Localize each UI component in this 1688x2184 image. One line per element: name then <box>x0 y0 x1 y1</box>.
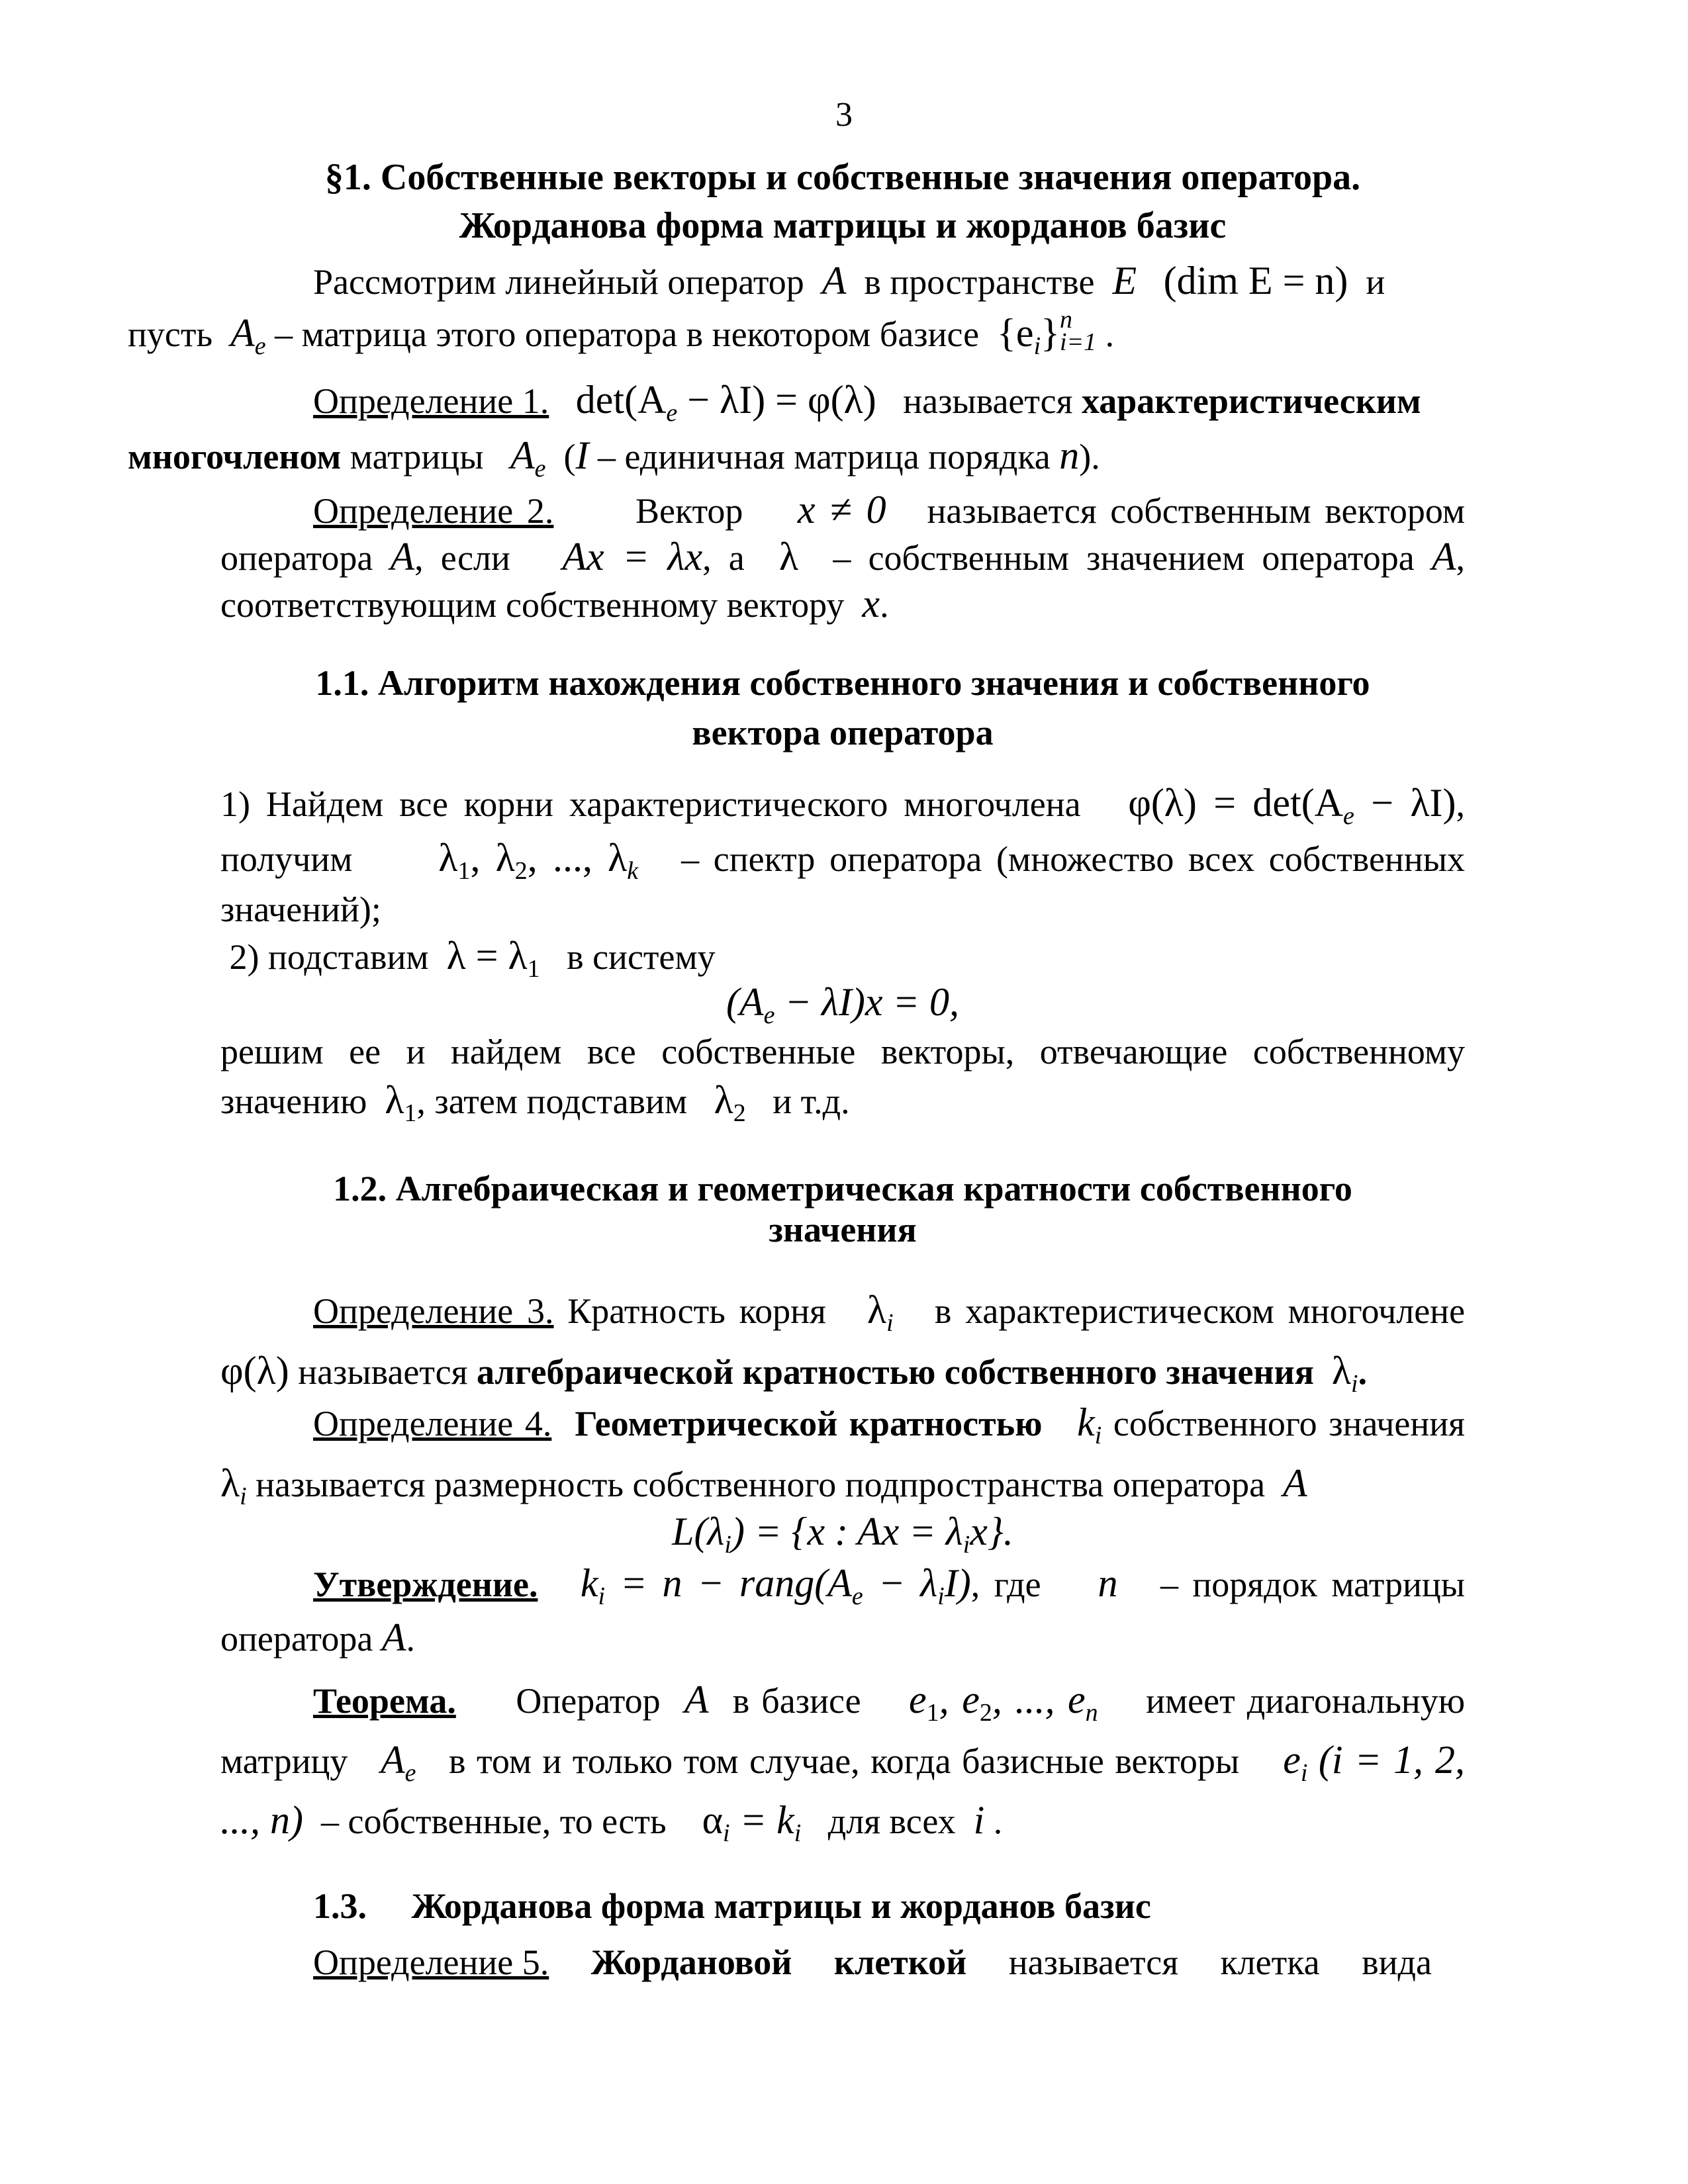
algorithm-step-1: 1) Найдем все корни характеристического многочлена $\varphi(\lambda) = \det(A_e - \lambda I)$, получим $\lambda_1$, $\lambda_2$, ..., $\lambda_k$ – спектр оператора (множество всех собственных значений); <box>220 781 1466 930</box>
claim-label: Утверждение. <box>313 1565 538 1604</box>
definition-3-label: Определение 3. <box>313 1291 554 1331</box>
intro-paragraph: Рассмотрим линейный оператор A в пространстве E (dim E = n) и пусть $A_e$ – матрица этого оператора в некотором базисе $\{e_i\}$ n i=1 . <box>128 259 1385 361</box>
theorem-label: Теорема. <box>313 1681 456 1721</box>
dimension-formula: (dim E = n) <box>1163 259 1348 302</box>
definition-4: Определение 4. Геометрической кратностью $k_i$ собственного значения $\lambda_i$ называется размерность собственного подпространства оператора A <box>220 1400 1465 1511</box>
spectrum-list: $\lambda_1$, $\lambda_2$, ..., $\lambda_k$ <box>438 835 639 885</box>
definition-1-label: Определение 1. <box>313 381 549 421</box>
section-1-3-heading: 1.3. Жорданова форма матрицы и жорданов базис <box>313 1886 1151 1926</box>
definition-2-label: Определение 2. <box>313 491 554 531</box>
section-title-line-2: Жорданова форма матрицы и жорданов базис <box>459 205 1227 246</box>
page-number: 3 <box>835 96 853 134</box>
section-1-2-heading: 1.2. Алгебраическая и геометрическая кратности собственного значения <box>333 1169 1352 1250</box>
eigen-subspace-formula: $L(\lambda_i) = \{x$ : $Ax = \lambda_ix$}. <box>672 1510 1013 1559</box>
algorithm-step-2: 2) подставим $\lambda = \lambda_1$ в систему <box>229 934 716 983</box>
section-title-line-1: §1. Собственные векторы и собственные значения оператора. <box>324 157 1361 198</box>
char-poly-equation: $\varphi(\lambda) = \det(A_e - \lambda I)$ <box>1128 781 1456 830</box>
definition-3: Определение 3. Кратность корня $\lambda_i$ в характеристическом многочлене φ(λ) называется алгебраической кратностью собственного значения $\lambda_i$. <box>220 1288 1466 1398</box>
definition-5: Определение 5. Жордановой клеткой называется клетка вида <box>220 1939 1432 1986</box>
section-1-1-heading: 1.1. Алгоритм нахождения собственного значения и собственного вектора оператора <box>315 663 1370 752</box>
algorithm-step-2-continued: решим ее и найдем все собственные векторы, отвечающие собственному значению $\lambda_1$, затем подставим $\lambda_2$ и т.д. <box>220 1032 1465 1128</box>
definition-5-label: Определение 5. <box>313 1942 549 1982</box>
definition-2: Определение 2. Вектор x ≠ 0 называется собственным вектором оператора A, если Ax = λx, а λ – собственным значением оператора A, соответствующим собственному вектору x. <box>220 488 1466 625</box>
eigen-system-formula: $(A_e - \lambda I)x = 0$, <box>726 980 960 1029</box>
char-poly-formula: $\det(A_e - \lambda I) = \varphi(\lambda)$ <box>575 378 876 427</box>
definition-4-label: Определение 4. <box>313 1404 552 1443</box>
eigen-equation: Ax = λx <box>562 534 703 578</box>
section-title <box>220 154 1465 250</box>
basis-vectors: $e_1$, $e_2$, ..., $e_n$ <box>908 1678 1098 1727</box>
basis-formula: $\{e_i\}$ n i=1 <box>997 306 1097 361</box>
claim: Утверждение. $k_i = n$ − $rang(A_e - \lambda_iI)$, где n – порядок матрицы оператора A. <box>220 1561 1466 1659</box>
theorem: Теорема. Оператор A в базисе $e_1$, $e_2$, ..., $e_n$ имеет диагональную матрицу $A_e$ в том и только том случае, когда базисные векторы $e_i$ (i = 1, 2, ..., n) – собственные, то есть $\alpha_i = k_i$ для всех i . <box>220 1678 1466 1848</box>
definition-1: Определение 1. $\det(A_e - \lambda I) = \varphi(\lambda)$ называется характеристическим многочленом матрицы $A_e$ (I – единичная матрица порядка n). <box>128 378 1421 483</box>
